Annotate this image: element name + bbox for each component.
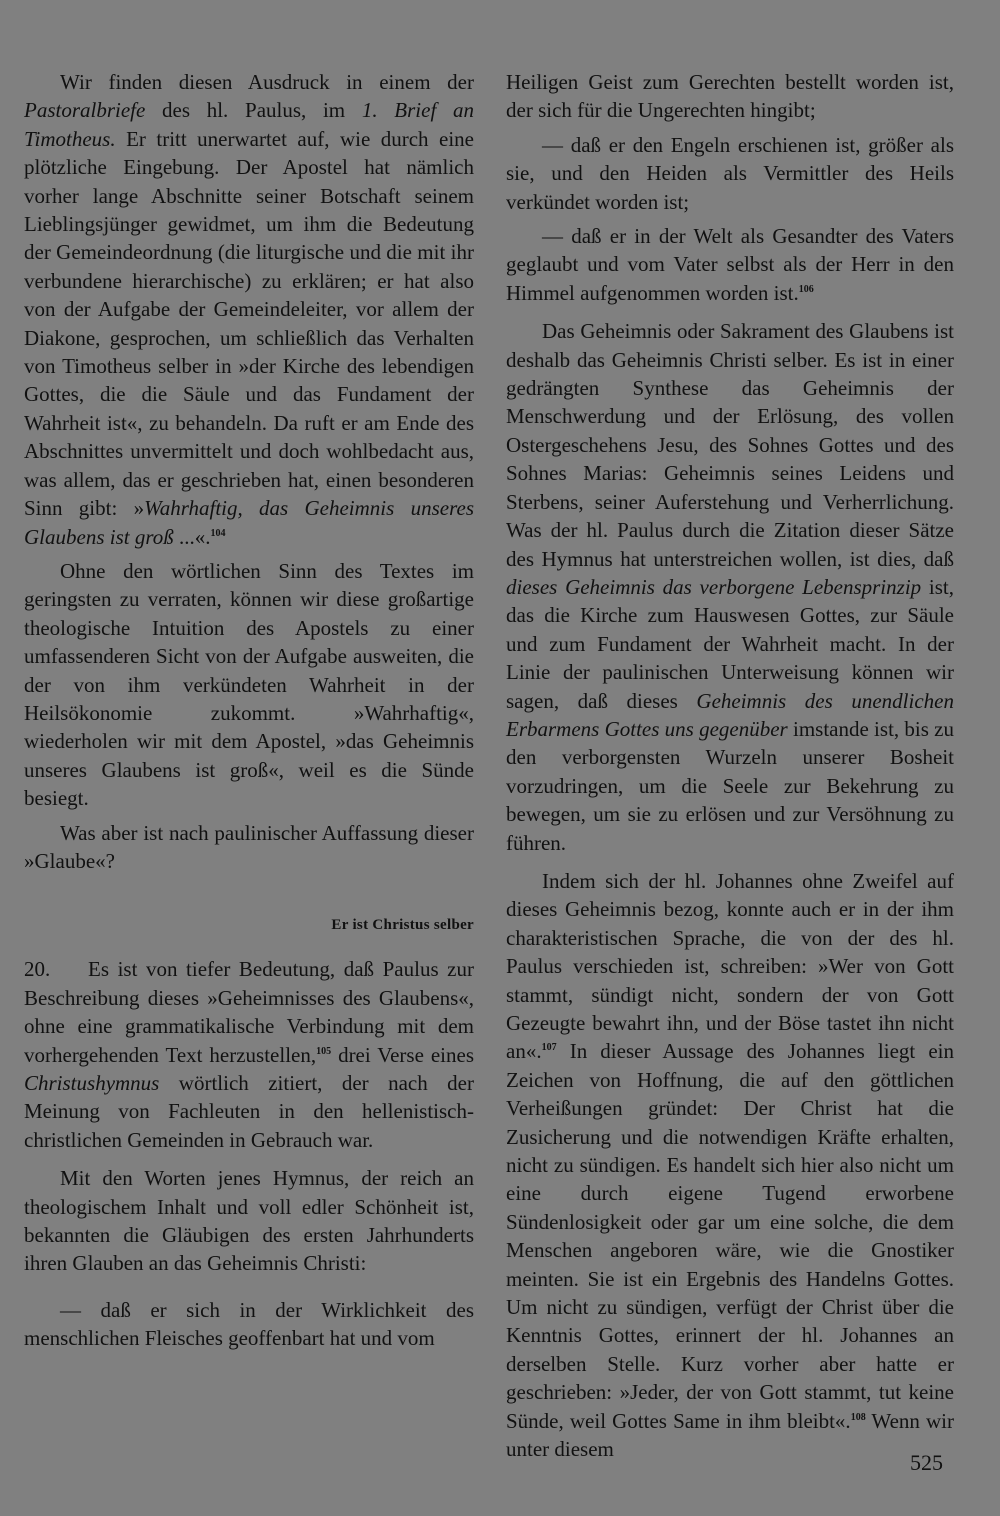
text-run: drei Verse eines (331, 1042, 475, 1067)
italic-text: Geheimnis des unendlichen Erbarmens Gottes uns gegenüber (506, 688, 954, 741)
left-column (24, 68, 474, 1353)
paragraph: Heiligen Geist zum Gerechten bestellt worden ist, der sich für die Ungerechten hingibt; (506, 70, 954, 123)
footnote-marker: 104 (210, 527, 226, 539)
section-number: 20. (24, 957, 51, 982)
text-run: wörtlich zitiert, der nach der Meinung von Fachleuten in den hellenistisch-christlichen Gemeinden in Gebrauch war. (24, 1071, 474, 1152)
text-run: ...«. (173, 524, 211, 549)
text-run: Das Geheimnis oder Sakrament des Glaubens ist deshalb das Geheimnis Christi selber. Es ist in einer gedrängten Synthese das Geheimnis der Menschwerdung und der Erlösung, des vollen Ostergeschehens Jesu, des Sohnes Gottes und des Sohnes Marias: Geheimnis seines Leidens und Sterbens, seiner Auferstehung und Verherrlichung. Was der hl. Paulus durch die Zitation dieser Sätze des Hymnus hat unterstreichen wollen, ist dies, daß (506, 319, 954, 571)
text-run: Es ist von tiefer Bedeutung, daß Paulus zur Beschreibung dieses »Geheimnisses des Glaubens«, ohne eine grammatikalische Verbindung mit dem vorhergehenden Text herzustellen, (24, 957, 474, 1067)
text-run: In dieser Aussage des Johannes liegt ein Zeichen von Hoffnung, die auf den göttlichen Verheißungen gründet: Der Christ hat die Zusicherung und die notwendigen Kräfte erhalten, nicht zu sündigen. Es handelt sich hier also nicht um eine durch eigene Tugend erworbene Sündenlosigkeit oder gar um eine solche, die dem Menschen angeboren wäre, wie die Gnostiker meinten. Sie ist ein Ergebnis des Handelns Gottes. Um nicht zu sündigen, verfügt der Christ über die Kenntnis Gottes, erinnert der hl. Johannes an derselben Stelle. Kurz vorher aber hatte er geschrieben: »Jeder, der von Gott stammt, tut keine Sünde, weil Gottes Same in ihm bleibt«. (506, 1039, 954, 1433)
text-run: Er tritt unerwartet auf, wie durch eine plötzliche Eingebung. Der Apostel hat nämlich vorher lange Abschnitte seiner Botschaft seinem Lieblingsjünger gewidmet, um ihm die Bedeutung der Gemeindeordnung (die liturgische und die mit ihr verbundene hierarchische) zu erklären; er hat also von der Aufgabe der Gemeindeleiter, vor allem der Diakone, gesprochen, um schließlich das Verhalten von Timotheus selber in »der Kirche des lebendigen Gottes, die die Säule und das Fundament der Wahrheit ist«, zu behandeln. Da ruft er am Ende des Abschnittes unvermittelt und doch wohlbedacht aus, was allem, das er geschrieben hat, einen besonderen Sinn gibt: » (24, 126, 474, 521)
text-run: Wir finden diesen Ausdruck in einem der (60, 70, 474, 94)
italic-text: Christushymnus (24, 1071, 160, 1095)
paragraph: — daß er sich in der Wirklichkeit des menschlichen Fleisches geoffenbart hat und vom (24, 1297, 474, 1351)
text-run: ist, das die Kirche zum Hauswesen Gottes, zur Säule und zum Fundament der Wahrheit macht. In der Linie der paulinischen Unterweisung können wir sagen, daß dieses (506, 574, 954, 713)
footnote-marker: 105 (316, 1045, 332, 1057)
text-run: — daß er in der Welt als Gesandter des Vaters geglaubt und vom Vater selbst als der Herr in den Himmel aufgenommen worden ist. (506, 224, 954, 305)
paragraph (506, 867, 954, 1464)
italic-text: dieses Geheimnis das verborgene Lebensprinzip (506, 574, 922, 599)
text-run: Wenn wir unter diesem (506, 1408, 954, 1462)
paragraph: Mit den Worten jenes Hymnus, der reich an theologischem Inhalt und voll edler Schönheit ist, bekannten die Gläubigen des ersten Jahrhunderts ihren Glauben an das Geheimnis Christi: (24, 1166, 474, 1276)
paragraph (506, 317, 954, 857)
paragraph (24, 955, 474, 1154)
paragraph: — daß er den Engeln erschienen ist, größer als sie, und den Heiden als Vermittler des Heils verkündet worden ist; (506, 132, 954, 214)
italic-text: Pastoralbriefe (24, 98, 146, 123)
text-run: imstande ist, bis zu den verborgensten Wurzeln unserer Bosheit vorzudringen, um die Seele zur Bekehrung zu bewegen, um sie zu erlösen und zur Versöhnung zu führen. (506, 716, 954, 855)
paragraph (24, 68, 474, 551)
italic-text: Wahrhaftig, das Geheimnis unseres Glaubens ist groß (24, 496, 474, 549)
footnote-marker: 106 (798, 283, 814, 295)
paragraph: Was aber ist nach paulinischer Auffassung dieser »Glaube«? (24, 820, 474, 873)
footnote-marker: 107 (541, 1042, 557, 1054)
page-number: 525 (910, 1450, 943, 1475)
paragraph (506, 222, 954, 307)
section-heading: Er ist Christus selber (331, 917, 474, 934)
italic-text: 1. Brief an Timotheus. (24, 98, 474, 151)
right-column (506, 68, 954, 1464)
footnote-marker: 108 (850, 1411, 866, 1423)
paragraph: Ohne den wörtlichen Sinn des Textes im geringsten zu verraten, können wir diese großartige theologische Intuition des Apostels zu einer umfassenderen Sicht von der Aufgabe ausweiten, die der von ihm verkündeten Wahrheit in der Heilsökonomie zukommt. »Wahrhaftig«, wiederholen wir mit dem Apostel, »das Geheimnis unseres Glaubens ist groß«, weil es die Sünde besiegt. (24, 558, 474, 811)
text-run: Indem sich der hl. Johannes ohne Zweifel auf dieses Geheimnis bezog, konnte auch er in der ihm charakteristischen Sprache, die von der des hl. Paulus verschieden ist, schreiben: »Wer von Gott stammt, sündigt nicht, sondern der von Gott Gezeugte bewahrt ihn, und der Böse tastet ihn nicht an«. (506, 868, 954, 1064)
text-run: des hl. Paulus, im (145, 98, 362, 123)
